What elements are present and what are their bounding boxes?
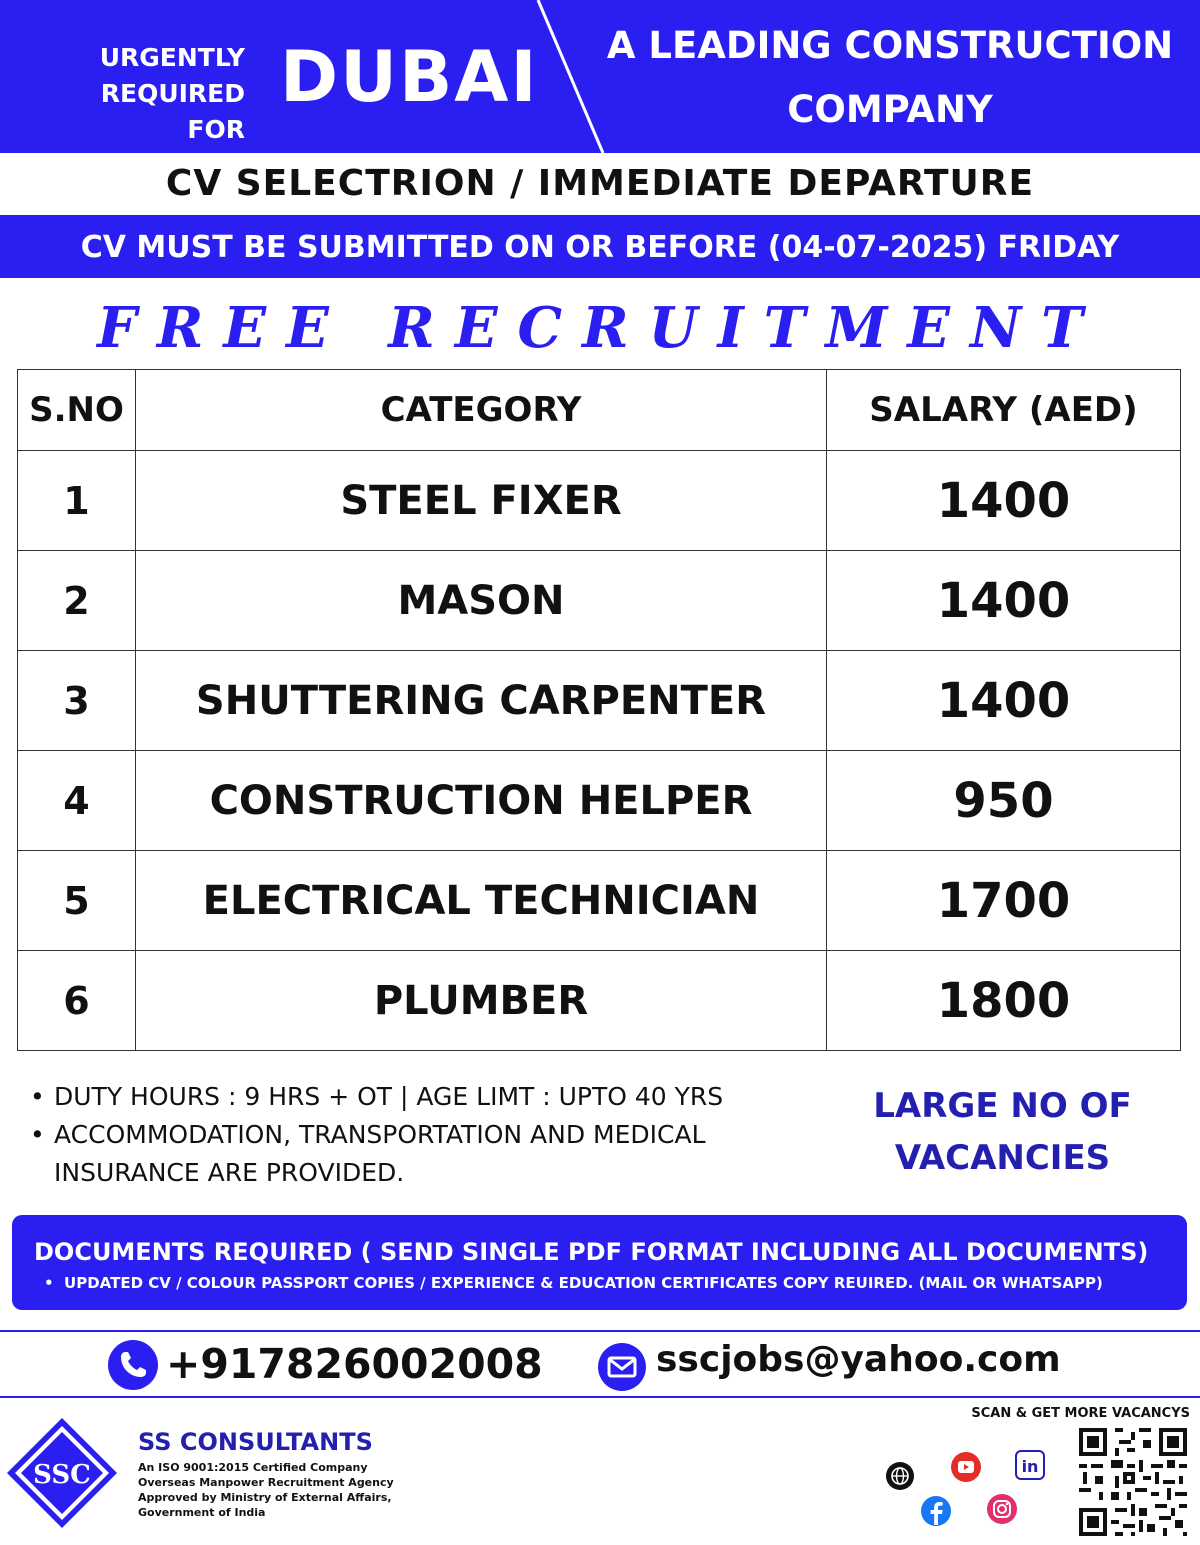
- deadline-banner: CV MUST BE SUBMITTED ON OR BEFORE (04-07-2025) FRIDAY: [0, 215, 1200, 278]
- row-salary: 1400: [827, 651, 1181, 751]
- free-recruitment-title: FREE RECRUITMENT: [97, 295, 1103, 361]
- row-category: PLUMBER: [136, 951, 827, 1051]
- condition-item: • ACCOMMODATION, TRANSPORTATION AND MEDICAL INSURANCE ARE PROVIDED.: [30, 1116, 820, 1192]
- row-sno: 1: [18, 451, 136, 551]
- divider-line: [0, 1396, 1200, 1398]
- ssc-logo: [5, 1416, 119, 1530]
- column-header-sno: S.NO: [18, 370, 136, 451]
- urgent-label: URGENTLY REQUIRED FOR: [99, 43, 245, 144]
- row-category: ELECTRICAL TECHNICIAN: [136, 851, 827, 951]
- svg-text:in: in: [1021, 1457, 1039, 1476]
- selection-heading: CV SELECTRION / IMMEDIATE DEPARTURE: [165, 163, 1035, 204]
- phone-icon: [108, 1340, 158, 1390]
- column-header-salary: SALARY (AED): [827, 370, 1181, 451]
- row-sno: 3: [18, 651, 136, 751]
- row-salary: 1700: [827, 851, 1181, 951]
- conditions-list: [30, 1078, 820, 1192]
- logo-text: SSC: [33, 1460, 91, 1490]
- phone-number[interactable]: +917826002008: [166, 1340, 543, 1388]
- row-category: STEEL FIXER: [136, 451, 827, 551]
- website-icon[interactable]: [884, 1460, 916, 1492]
- scan-caption: SCAN & GET MORE VACANCYS: [971, 1406, 1190, 1421]
- qr-code[interactable]: [1079, 1428, 1187, 1536]
- row-salary: 1800: [827, 951, 1181, 1051]
- documents-title: DOCUMENTS REQUIRED ( SEND SINGLE PDF FORMAT INCLUDING ALL DOCUMENTS): [34, 1238, 1149, 1266]
- row-category: CONSTRUCTION HELPER: [136, 751, 827, 851]
- column-header-category: CATEGORY: [136, 370, 827, 451]
- jobs-table: [17, 369, 1181, 1051]
- row-category: SHUTTERING CARPENTER: [136, 651, 827, 751]
- linkedin-icon[interactable]: [1014, 1449, 1046, 1481]
- mail-icon: [598, 1343, 646, 1391]
- table-row: [18, 551, 1181, 651]
- email-address[interactable]: sscjobs@yahoo.com: [656, 1339, 1061, 1380]
- instagram-icon[interactable]: [986, 1493, 1018, 1525]
- table-header-row: [18, 370, 1181, 451]
- documents-box: [12, 1215, 1187, 1310]
- brand-description: An ISO 9001:2015 Certified Company Overseas Manpower Recruitment Agency Approved by Ministry of External Affairs, Government of India: [138, 1461, 394, 1519]
- brand-name: SS CONSULTANTS: [138, 1428, 373, 1456]
- table-row: [18, 951, 1181, 1051]
- row-category: MASON: [136, 551, 827, 651]
- table-row: [18, 651, 1181, 751]
- documents-item: • UPDATED CV / COLOUR PASSPORT COPIES / EXPERIENCE & EDUCATION CERTIFICATES COPY REUIRED. (MAIL OR WHATSAPP): [44, 1274, 1103, 1292]
- row-salary: 1400: [827, 451, 1181, 551]
- table-row: [18, 851, 1181, 951]
- facebook-icon[interactable]: [920, 1495, 952, 1527]
- row-sno: 4: [18, 751, 136, 851]
- row-salary: 950: [827, 751, 1181, 851]
- condition-item: • DUTY HOURS : 9 HRS + OT | AGE LIMT : UPTO 40 YRS: [30, 1078, 820, 1116]
- company-title: A LEADING CONSTRUCTION COMPANY: [606, 24, 1174, 131]
- table-row: [18, 451, 1181, 551]
- vacancies-callout: LARGE NO OF VACANCIES: [873, 1086, 1132, 1178]
- row-sno: 2: [18, 551, 136, 651]
- row-sno: 6: [18, 951, 136, 1051]
- row-sno: 5: [18, 851, 136, 951]
- city-title: DUBAI: [280, 36, 539, 118]
- row-salary: 1400: [827, 551, 1181, 651]
- header-banner: [0, 0, 1200, 153]
- table-row: [18, 751, 1181, 851]
- youtube-icon[interactable]: [950, 1451, 982, 1483]
